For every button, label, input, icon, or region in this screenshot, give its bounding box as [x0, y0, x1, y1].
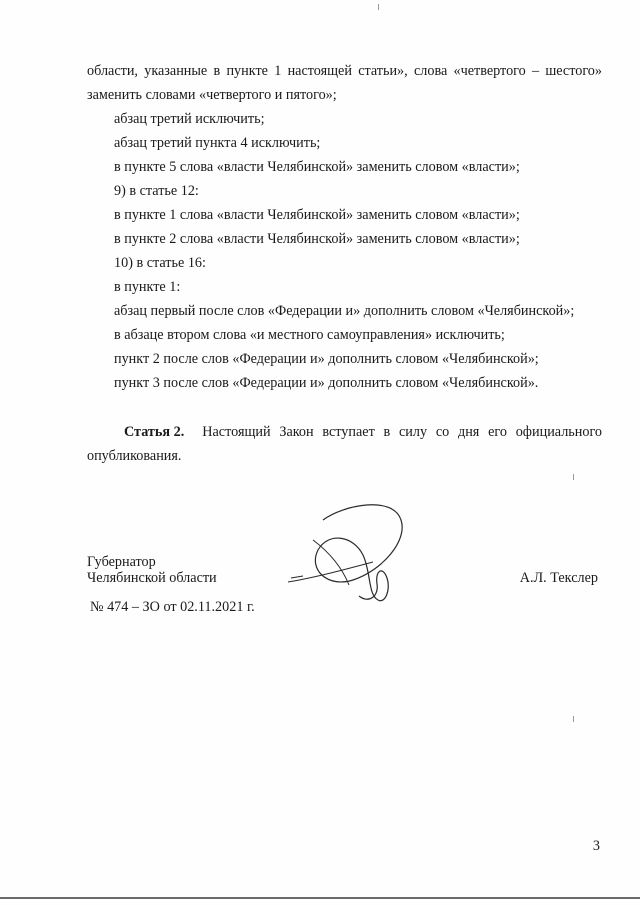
text-line-14: пункт 3 после слов «Федерации и» дополнить словом «Челябинской». — [114, 375, 539, 391]
law-number: № 474 – ЗО от 02.11.2021 г. — [90, 599, 255, 615]
signatory-title-line-1: Губернатор — [87, 554, 156, 570]
signatory-title — [87, 554, 217, 586]
text-line-12: в абзаце втором слова «и местного самоуправления» исключить; — [114, 327, 505, 343]
article-label: Статья 2. — [124, 424, 185, 440]
scan-mark — [573, 474, 574, 480]
text-line-9: 10) в статье 16: — [114, 255, 206, 271]
text-line-10: в пункте 1: — [114, 279, 181, 295]
signatory-name: А.Л. Текслер — [519, 570, 598, 586]
scan-mark — [573, 716, 574, 722]
page-number: 3 — [592, 838, 600, 854]
text-line-8: в пункте 2 слова «власти Челябинской» заменить словом «власти»; — [114, 231, 520, 247]
article-text-line-2: опубликования. — [87, 448, 182, 464]
text-line-5: в пункте 5 слова «власти Челябинской» заменить словом «власти»; — [114, 159, 520, 175]
text-line-2: заменить словами «четвертого и пятого»; — [87, 87, 337, 103]
text-line-4: абзац третий пункта 4 исключить; — [114, 135, 321, 151]
text-line-11: абзац первый после слов «Федерации и» дополнить словом «Челябинской»; — [114, 303, 575, 319]
text-line-3: абзац третий исключить; — [114, 111, 265, 127]
text-line-1: области, указанные в пункте 1 настоящей статьи», слова «четвертого – шестого» — [87, 63, 602, 79]
signatory-title-line-2: Челябинской области — [87, 570, 217, 586]
article-2-line — [124, 423, 602, 441]
article-text-line-1: Настоящий Закон вступает в силу со дня его официального — [202, 424, 602, 440]
bottom-border — [0, 897, 640, 899]
handwritten-signature — [283, 500, 413, 610]
text-line-13: пункт 2 после слов «Федерации и» дополнить словом «Челябинской»; — [114, 351, 539, 367]
text-line-6: 9) в статье 12: — [114, 183, 199, 199]
text-line-7: в пункте 1 слова «власти Челябинской» заменить словом «власти»; — [114, 207, 520, 223]
scan-mark — [378, 4, 379, 10]
